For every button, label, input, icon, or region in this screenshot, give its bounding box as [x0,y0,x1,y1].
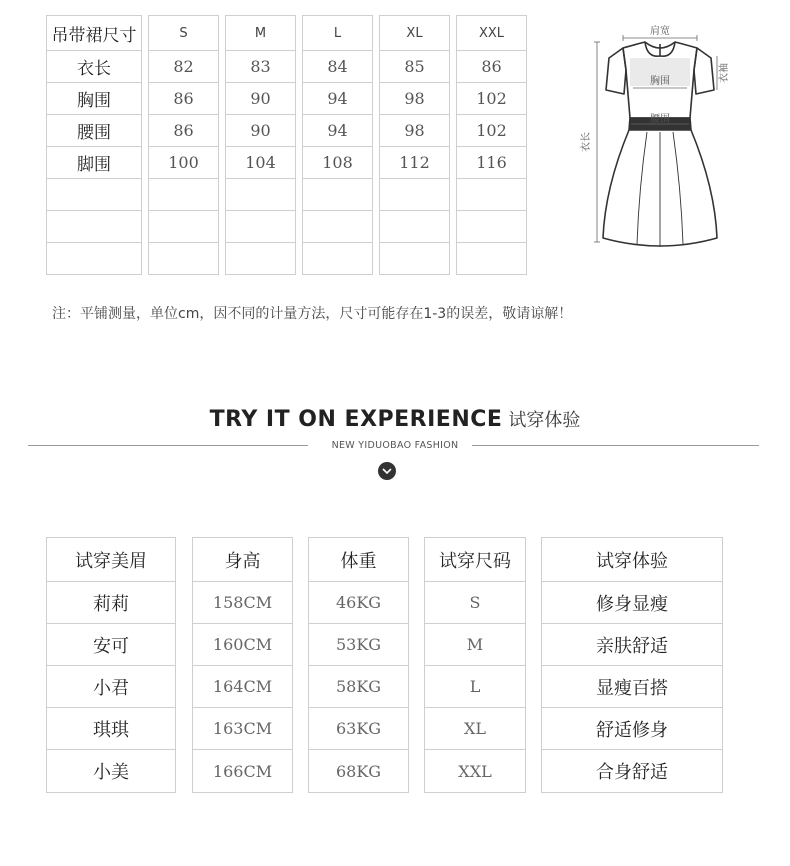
header-size: 试穿尺码 [425,538,525,582]
size-value: 94 [303,83,372,115]
size-value: 102 [457,83,526,115]
try-col-weight [308,537,409,793]
section-title-en: TRY IT ON EXPERIENCE [209,407,503,432]
label-length: 衣长 [581,132,592,152]
model-experience: 合身舒适 [596,762,668,783]
model-name: 安可 [47,624,175,666]
empty-cell [149,211,218,243]
section-title-cn: 试穿体验 [508,410,581,431]
size-column-m [225,15,296,275]
chevron-down-icon [382,467,392,475]
section-heading [0,406,790,432]
header-height: 身高 [193,538,292,582]
size-value: 108 [303,147,372,179]
label-waist: 腰围 [650,114,670,125]
size-name: XL [380,16,449,51]
size-column-s [148,15,219,275]
model-name: 小君 [47,666,175,708]
size-value: 82 [149,51,218,83]
empty-cell [380,179,449,211]
empty-cell [303,211,372,243]
size-value: 94 [303,115,372,147]
model-size: XL [425,708,525,750]
size-name: M [226,16,295,51]
size-value: 83 [226,51,295,83]
size-value: 90 [226,83,295,115]
header-weight: 体重 [309,538,408,582]
empty-cell [47,211,141,243]
size-value: 86 [149,83,218,115]
row-label-length: 衣长 [47,51,141,83]
size-value: 90 [226,115,295,147]
section-subtitle: NEW YIDUOBAO FASHION [331,440,459,451]
size-name: XXL [457,16,526,51]
model-height: 163CM [193,708,292,750]
size-chart-header: 吊带裙尺寸 [47,16,141,51]
size-value: 84 [303,51,372,83]
size-value: 112 [380,147,449,179]
model-name: 莉莉 [47,582,175,624]
row-label-hem: 脚围 [47,147,141,179]
size-value: 102 [457,115,526,147]
size-value: 104 [226,147,295,179]
model-height: 166CM [212,761,273,781]
empty-cell [457,243,526,275]
size-column-l [302,15,373,275]
size-value: 116 [457,147,526,179]
row-label-chest: 胸围 [47,83,141,115]
try-col-model [46,537,176,793]
label-shoulder: 肩宽 [650,26,670,37]
model-size: M [425,624,525,666]
model-size: S [425,582,525,624]
model-name: 琪琪 [47,708,175,750]
header-experience: 试穿体验 [542,538,722,582]
empty-cell [47,179,141,211]
model-experience: 亲肤舒适 [542,624,722,666]
model-weight: 63KG [309,708,408,750]
measurement-note: 注：平铺测量，单位cm，因不同的计量方法，尺寸可能存在1-3的误差，敬请谅解！ [52,306,573,322]
empty-cell [226,243,295,275]
size-value: 85 [380,51,449,83]
model-height: 158CM [193,582,292,624]
scroll-down-button[interactable] [378,462,396,480]
size-value: 86 [149,115,218,147]
size-column-xxl [456,15,527,275]
empty-cell [149,179,218,211]
empty-cell [303,179,372,211]
model-weight: 53KG [309,624,408,666]
model-experience: 舒适修身 [542,708,722,750]
model-size: L [425,666,525,708]
try-col-size [424,537,526,793]
size-chart-label-column [46,15,142,275]
model-height: 160CM [193,624,292,666]
row-label-waist: 腰围 [47,115,141,147]
model-weight: 68KG [335,761,382,781]
model-size: XXL [458,761,492,781]
header-model: 试穿美眉 [47,538,175,582]
empty-cell [380,243,449,275]
model-name: 小美 [93,762,129,783]
empty-cell [226,211,295,243]
empty-cell [457,179,526,211]
size-value: 100 [149,147,218,179]
empty-cell [380,211,449,243]
label-sleeve: 衣袖 [719,63,730,83]
model-experience: 修身显瘦 [542,582,722,624]
model-height: 164CM [193,666,292,708]
size-value: 86 [457,51,526,83]
model-weight: 46KG [309,582,408,624]
model-experience: 显瘦百搭 [542,666,722,708]
model-weight: 58KG [309,666,408,708]
try-col-height [192,537,293,793]
empty-cell [47,243,141,275]
size-value: 98 [380,83,449,115]
dress-diagram [575,18,745,258]
empty-cell [149,243,218,275]
try-col-experience [541,537,723,793]
size-name: L [303,16,372,51]
empty-cell [226,179,295,211]
size-value: 98 [380,115,449,147]
empty-cell [303,243,372,275]
empty-cell [457,211,526,243]
size-name: S [149,16,218,51]
label-chest: 胸围 [650,76,670,87]
size-column-xl [379,15,450,275]
